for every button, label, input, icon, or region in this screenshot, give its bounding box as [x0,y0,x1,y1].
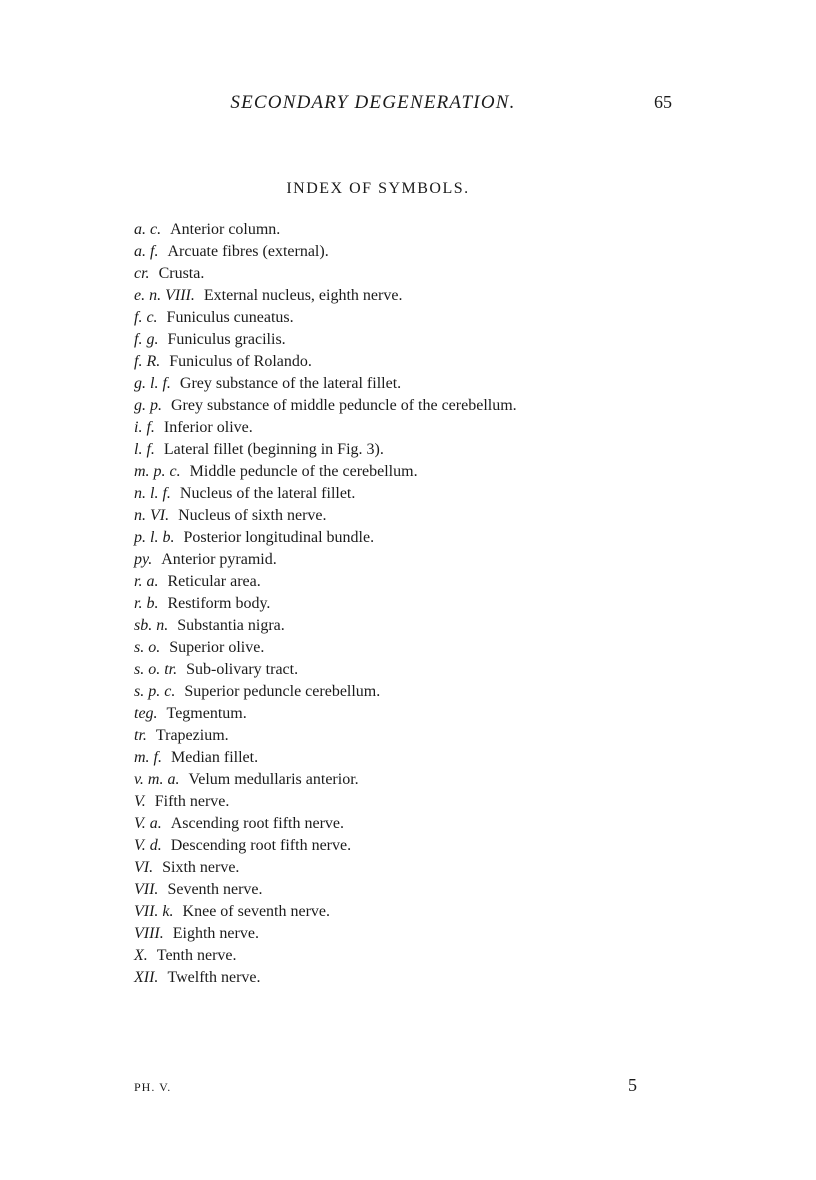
symbol-abbreviation: VII. k. [134,903,174,920]
symbol-meaning: Sub-olivary tract. [186,661,299,678]
symbol-entry [134,725,517,747]
symbol-meaning: Substantia nigra. [177,617,285,634]
symbol-entry [134,351,517,373]
symbol-abbreviation: r. b. [134,595,159,612]
symbol-meaning: Tegmentum. [166,705,247,722]
symbol-abbreviation: p. l. b. [134,529,175,546]
symbol-meaning: Arcuate fibres (external). [167,243,329,260]
symbol-meaning: Reticular area. [167,573,261,590]
symbol-meaning: Descending root fifth nerve. [170,837,352,854]
symbol-entry [134,637,517,659]
symbol-entry [134,593,517,615]
symbol-abbreviation: i. f. [134,419,155,436]
symbol-entry [134,945,517,967]
symbol-abbreviation: a. f. [134,243,159,260]
symbol-meaning: Sixth nerve. [162,859,240,876]
symbol-abbreviation: V. [134,793,146,810]
symbol-entry [134,417,517,439]
symbol-abbreviation: n. l. f. [134,485,171,502]
symbol-meaning: Funiculus gracilis. [167,331,286,348]
symbol-entry [134,549,517,571]
symbol-entry [134,615,517,637]
symbol-entry [134,307,517,329]
symbol-abbreviation: m. f. [134,749,162,766]
symbol-abbreviation: v. m. a. [134,771,180,788]
symbol-abbreviation: s. o. [134,639,161,656]
symbol-abbreviation: r. a. [134,573,159,590]
symbol-abbreviation: s. o. tr. [134,661,178,678]
symbol-entry [134,461,517,483]
symbol-abbreviation: a. c. [134,221,162,238]
symbol-entry [134,681,517,703]
footer-sheet-number: 5 [628,1075,637,1095]
symbol-meaning: Superior olive. [169,639,265,656]
running-head [0,92,816,118]
symbol-abbreviation: tr. [134,727,147,744]
symbol-meaning: Funiculus of Rolando. [169,353,312,370]
symbol-entry [134,813,517,835]
symbol-meaning: Velum medullaris anterior. [188,771,359,788]
symbol-entry [134,967,517,989]
symbol-abbreviation: X. [134,947,148,964]
symbol-meaning: Grey substance of middle peduncle of the cerebellum. [171,397,517,414]
symbol-entry [134,835,517,857]
symbol-meaning: Superior peduncle cerebellum. [184,683,381,700]
symbol-abbreviation: g. p. [134,397,162,414]
symbol-abbreviation: l. f. [134,441,155,458]
symbol-entry [134,923,517,945]
symbol-entry [134,571,517,593]
symbol-entry [134,219,517,241]
symbol-abbreviation: g. l. f. [134,375,171,392]
symbol-abbreviation: cr. [134,265,150,282]
symbol-entry [134,879,517,901]
running-title: SECONDARY DEGENERATION. [230,92,516,113]
symbol-meaning: Eighth nerve. [172,925,259,942]
symbol-entry [134,285,517,307]
symbols-list [134,219,517,989]
symbol-meaning: Inferior olive. [163,419,253,436]
symbol-abbreviation: e. n. VIII. [134,287,195,304]
symbol-entry [134,527,517,549]
symbol-abbreviation: VI. [134,859,154,876]
symbol-meaning: Seventh nerve. [167,881,263,898]
symbol-meaning: Fifth nerve. [154,793,230,810]
symbol-abbreviation: V. d. [134,837,162,854]
symbol-meaning: Anterior pyramid. [161,551,277,568]
symbol-meaning: Funiculus cuneatus. [166,309,294,326]
symbol-meaning: Trapezium. [155,727,229,744]
symbol-abbreviation: f. c. [134,309,158,326]
symbol-meaning: Nucleus of the lateral fillet. [179,485,356,502]
symbol-entry [134,857,517,879]
symbol-entry [134,769,517,791]
symbol-meaning: Twelfth nerve. [167,969,261,986]
symbol-entry [134,747,517,769]
symbol-meaning: Crusta. [158,265,205,282]
symbol-entry [134,703,517,725]
symbol-meaning: Middle peduncle of the cerebellum. [189,463,418,480]
symbol-abbreviation: sb. n. [134,617,169,634]
symbol-abbreviation: f. R. [134,353,161,370]
symbol-entry [134,395,517,417]
index-heading: INDEX OF SYMBOLS. [286,180,470,197]
symbol-meaning: Ascending root fifth nerve. [170,815,344,832]
symbol-entry [134,329,517,351]
symbol-abbreviation: n. VI. [134,507,170,524]
symbol-entry [134,505,517,527]
symbol-meaning: Restiform body. [167,595,271,612]
symbol-abbreviation: VIII. [134,925,164,942]
symbol-entry [134,241,517,263]
symbol-meaning: Median fillet. [171,749,259,766]
symbol-entry [134,439,517,461]
symbol-meaning: External nucleus, eighth nerve. [203,287,403,304]
symbol-abbreviation: m. p. c. [134,463,181,480]
footer-signature: PH. V. [134,1080,172,1094]
symbol-abbreviation: VII. [134,881,159,898]
symbol-entry [134,373,517,395]
symbol-meaning: Nucleus of sixth nerve. [178,507,327,524]
symbol-meaning: Posterior longitudinal bundle. [183,529,375,546]
symbol-meaning: Anterior column. [170,221,281,238]
symbol-abbreviation: s. p. c. [134,683,176,700]
symbol-meaning: Grey substance of the lateral fillet. [179,375,402,392]
symbol-abbreviation: V. a. [134,815,162,832]
symbol-meaning: Knee of seventh nerve. [182,903,331,920]
symbol-abbreviation: py. [134,551,153,568]
symbol-entry [134,263,517,285]
symbol-entry [134,901,517,923]
symbol-entry [134,791,517,813]
symbol-meaning: Tenth nerve. [156,947,237,964]
symbol-entry [134,483,517,505]
page-number: 65 [654,92,672,112]
symbol-entry [134,659,517,681]
symbol-abbreviation: f. g. [134,331,159,348]
symbol-abbreviation: XII. [134,969,159,986]
symbol-abbreviation: teg. [134,705,158,722]
symbol-meaning: Lateral fillet (beginning in Fig. 3). [163,441,384,458]
